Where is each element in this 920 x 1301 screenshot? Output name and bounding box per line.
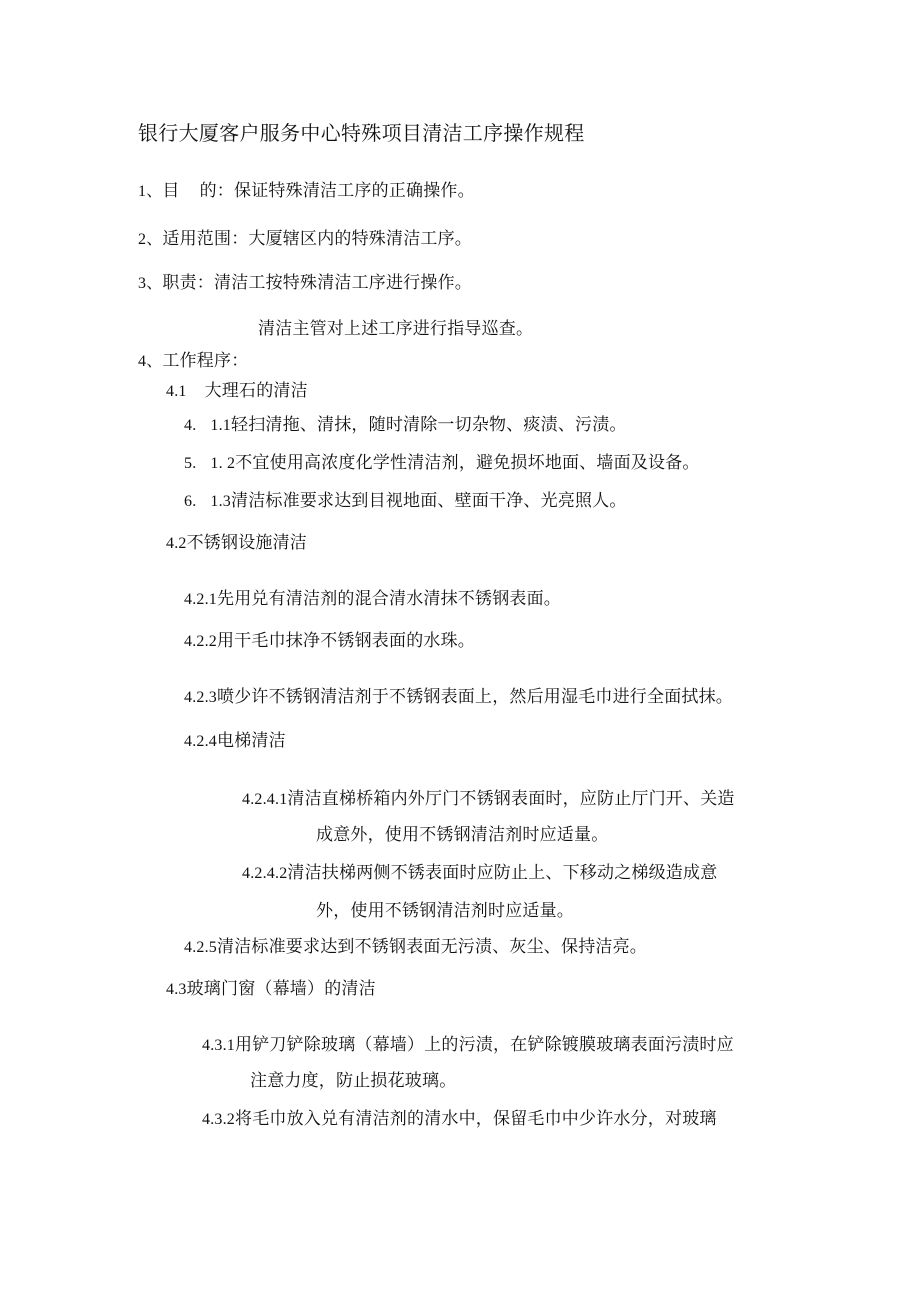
section-1 [138,180,475,203]
section-4-2-2-text: 用干毛巾抹净不锈钢表面的水珠。 [217,631,475,651]
section-4-2-5-text: 清洁标准要求达到不锈钢表面无污渍、灰尘、保持洁亮。 [217,937,647,957]
section-4-2-1-number: 4.2.1 [184,591,217,608]
section-4-3 [166,978,376,1001]
section-4-1-3-subnumber: 1.3 [210,493,232,510]
section-4-3-number: 4.3 [166,981,187,998]
section-4-3-1-number: 4.3.1 [202,1037,235,1054]
section-4-2-4-number: 4.2.4 [184,733,217,750]
section-4-text: 工作程序： [162,351,249,371]
section-1-label: 目 [162,181,180,201]
section-2-text: 适用范围：大厦辖区内的特殊清洁工序。 [162,229,473,249]
section-4-2-3-text: 喷少许不锈钢清洁剂于不锈钢表面上，然后用湿毛巾进行全面拭抹。 [217,687,733,707]
section-4-2-1-text: 先用兑有清洁剂的混合清水清抹不锈钢表面。 [217,589,561,609]
section-4-1-2-subnumber: 1. 2 [210,455,236,472]
section-4-2-3-number: 4.2.3 [184,689,217,706]
section-4-3-text: 玻璃门窗（幕墙）的清洁 [186,979,376,999]
section-4-2-4-1 [242,788,735,811]
section-4-2-5 [184,936,647,959]
section-4-2-4-1-text: 清洁直梯桥箱内外厅门不锈钢表面时，应防止厅门开、关造 [287,789,735,809]
section-3-text: 职责：清洁工按特殊清洁工序进行操作。 [162,273,473,293]
section-4-1-text: 大理石的清洁 [204,381,308,401]
section-4-2-4-1-continuation: 成意外，使用不锈钢清洁剂时应适量。 [316,825,609,845]
section-4-2-4-text: 电梯清洁 [217,731,286,751]
section-3-continuation: 清洁主管对上述工序进行指导巡查。 [258,319,534,339]
section-4-1-1-subnumber: 1.1 [210,417,232,434]
section-4-1-1 [184,414,627,437]
section-4-1-3 [184,490,627,513]
section-4-2-4-1-number: 4.2.4.1 [242,791,288,808]
section-4-2-5-number: 4.2.5 [184,939,217,956]
section-4-2-3 [184,686,733,709]
section-4-number: 4、 [138,353,163,370]
section-4-1-number: 4.1 [166,383,187,400]
section-1-label-end: 的： [199,181,235,201]
section-4-1-1-text: 轻扫清拖、清抹，随时清除一切杂物、痰渍、污渍。 [231,415,627,435]
section-4-3-1-text: 用铲刀铲除玻璃（幕墙）上的污渍，在铲除镀膜玻璃表面污渍时应 [235,1035,734,1055]
section-4-3-2-number: 4.3.2 [202,1111,235,1128]
section-4-2-1 [184,588,561,611]
section-4 [138,350,248,373]
section-4-2-2 [184,630,475,653]
section-4-2-4-2 [242,862,717,885]
section-4-2 [166,532,307,555]
document-title: 银行大厦客户服务中心特殊项目清洁工序操作规程 [138,121,585,145]
section-4-3-2-text: 将毛巾放入兑有清洁剂的清水中，保留毛巾中少许水分，对玻璃 [235,1109,717,1129]
section-4-1-3-text: 清洁标准要求达到目视地面、壁面干净、光亮照人。 [231,491,627,511]
section-4-2-2-number: 4.2.2 [184,633,217,650]
section-4-2-4 [184,730,286,753]
section-4-1 [166,380,308,403]
section-4-2-number: 4.2 [166,535,187,552]
section-4-1-2-number: 5. [184,455,197,472]
section-2-number: 2、 [138,231,163,248]
section-4-2-4-2-continuation: 外，使用不锈钢清洁剂时应适量。 [316,901,574,921]
section-4-2-4-2-text: 清洁扶梯两侧不锈表面时应防止上、下移动之梯级造成意 [287,863,718,883]
section-4-3-1 [202,1034,734,1057]
section-1-text: 保证特殊清洁工序的正确操作。 [234,181,475,201]
section-4-2-4-2-number: 4.2.4.2 [242,865,288,882]
section-4-1-1-number: 4. [184,417,197,434]
section-4-3-1-continuation: 注意力度，防止损花玻璃。 [250,1071,457,1091]
section-4-1-3-number: 6. [184,493,197,510]
section-4-2-text: 不锈钢设施清洁 [186,533,308,553]
section-3 [138,272,472,295]
section-4-1-2 [184,452,700,475]
section-3-number: 3、 [138,275,163,292]
section-4-1-2-text: 不宜使用高浓度化学性清洁剂，避免损坏地面、墙面及设备。 [235,453,700,473]
section-1-number: 1、 [138,183,163,200]
section-2 [138,228,472,251]
section-4-3-2 [202,1108,717,1131]
